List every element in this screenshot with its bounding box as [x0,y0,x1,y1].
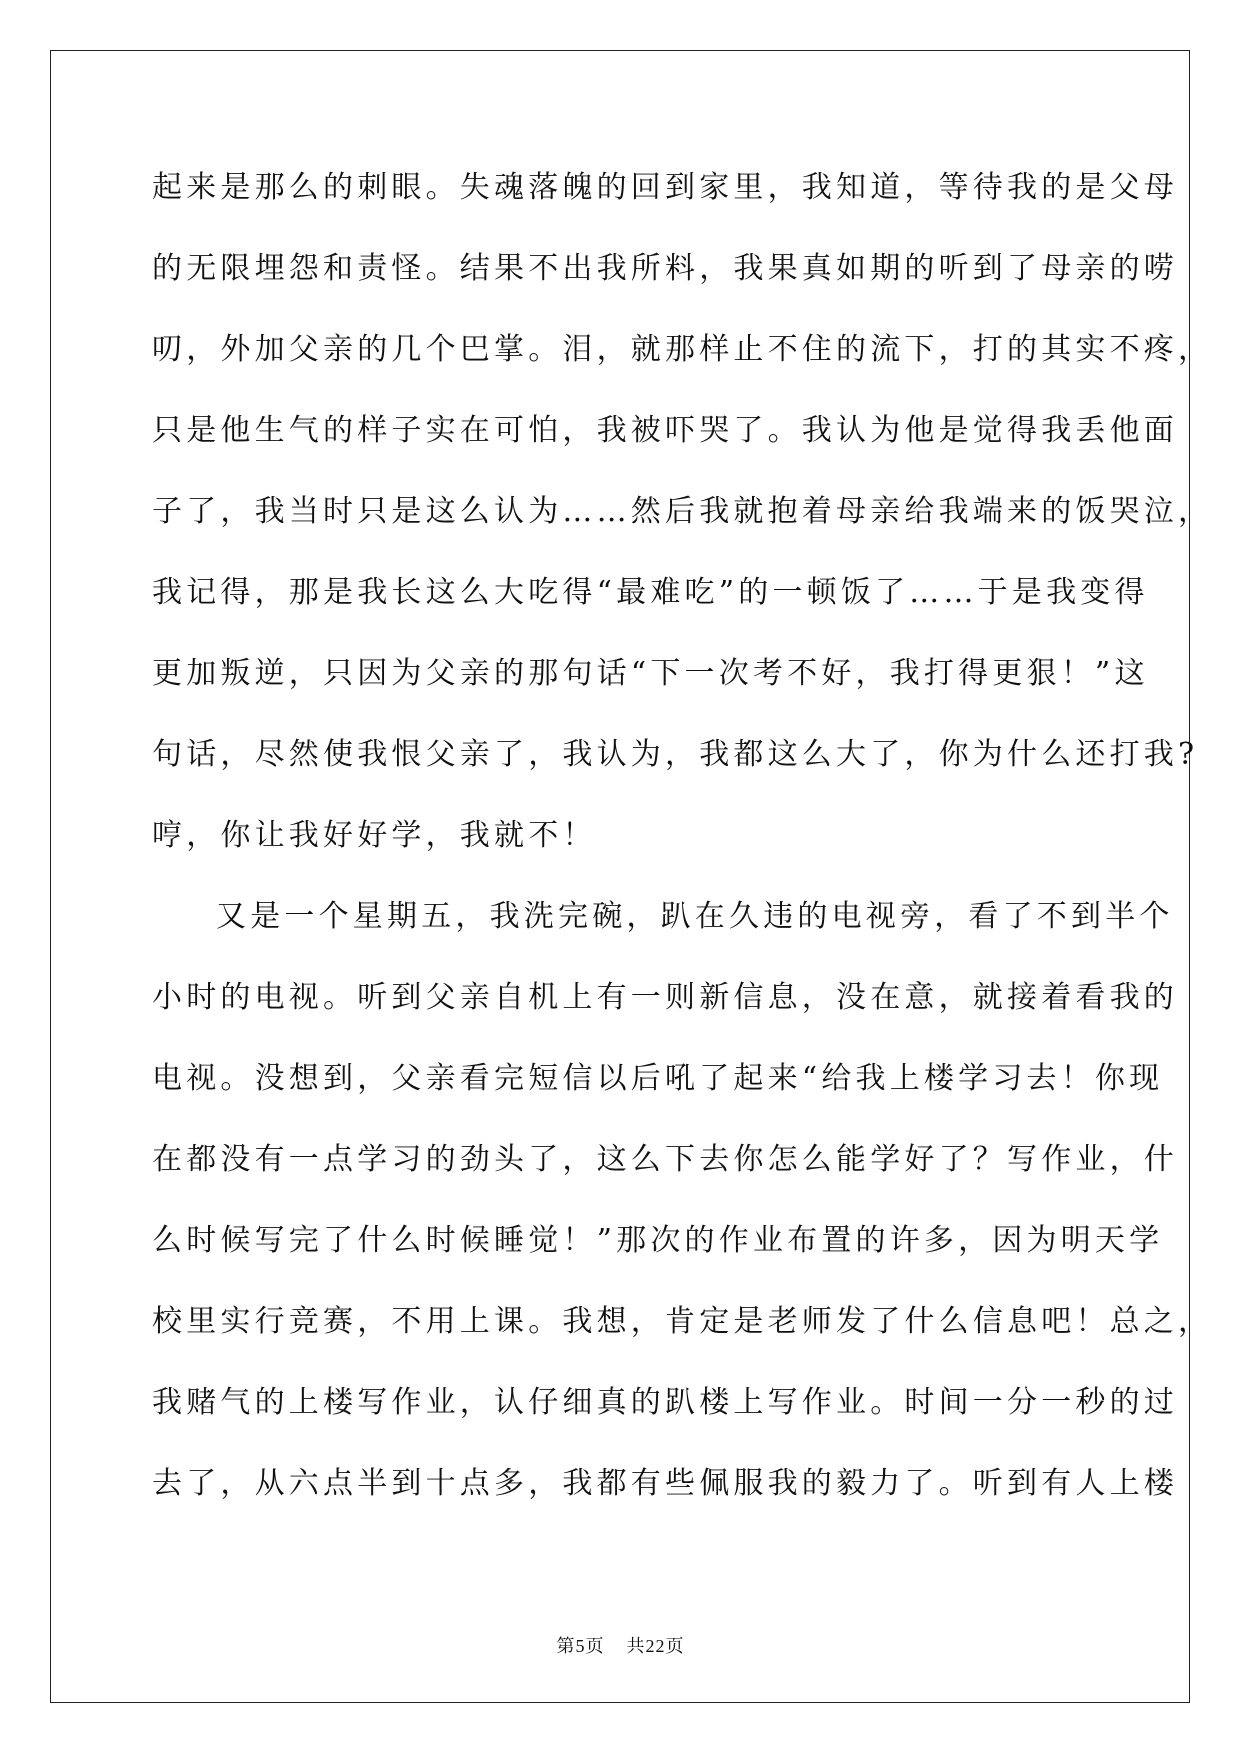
paragraph-first-line: 又是一个星期五，我洗完碗，趴在久违的电视旁，看了不到半个 [216,899,1174,934]
text-line: 只是他生气的样子实在可怕，我被吓哭了。我认为他是觉得我丢他面 [152,413,1178,448]
text-line: 去了，从六点半到十点多，我都有些佩服我的毅力了。听到有人上楼 [152,1466,1178,1501]
text-line: 句话，尽然使我恨父亲了，我认为，我都这么大了，你为什么还打我? [152,737,1199,772]
document-body [152,160,1213,1537]
text-line: 叨，外加父亲的几个巴掌。泪，就那样止不住的流下，打的其实不疼， [152,332,1213,367]
total-suffix: 页 [665,1636,685,1657]
text-line: 更加叛逆，只因为父亲的那句话“下一次考不好，我打得更狠！”这 [152,656,1149,691]
text-line: 起来是那么的刺眼。失魂落魄的回到家里，我知道，等待我的是父母 [152,170,1178,205]
page-number: 5 [575,1636,586,1656]
text-line: 我记得，那是我长这么大吃得“最难吃”的一顿饭了……于是我变得 [152,575,1149,610]
text-line: 电视。没想到，父亲看完短信以后吼了起来“给我上楼学习去！你现 [152,1061,1164,1096]
text-line: 我赌气的上楼写作业，认仔细真的趴楼上写作业。时间一分一秒的过 [152,1385,1178,1420]
page-prefix: 第 [556,1636,576,1657]
page-suffix: 页 [585,1636,605,1657]
text-line: 校里实行竞赛，不用上课。我想，肯定是老师发了什么信息吧！总之， [152,1304,1213,1339]
total-pages: 22 [645,1636,666,1656]
text-line: 小时的电视。听到父亲自机上有一则新信息，没在意，就接着看我的 [152,980,1178,1015]
text-line: 子了，我当时只是这么认为……然后我就抱着母亲给我端来的饭哭泣， [152,494,1213,529]
total-prefix: 共 [626,1636,646,1657]
text-line: 在都没有一点学习的劲头了，这么下去你怎么能学好了？写作业，什 [152,1142,1178,1177]
text-line: 的无限埋怨和责怪。结果不出我所料，我果真如期的听到了母亲的唠 [152,251,1178,286]
text-line: 哼，你让我好好学，我就不！ [152,818,597,853]
page-footer [0,1632,1241,1658]
text-line: 么时候写完了什么时候睡觉！”那次的作业布置的许多，因为明天学 [152,1223,1164,1258]
